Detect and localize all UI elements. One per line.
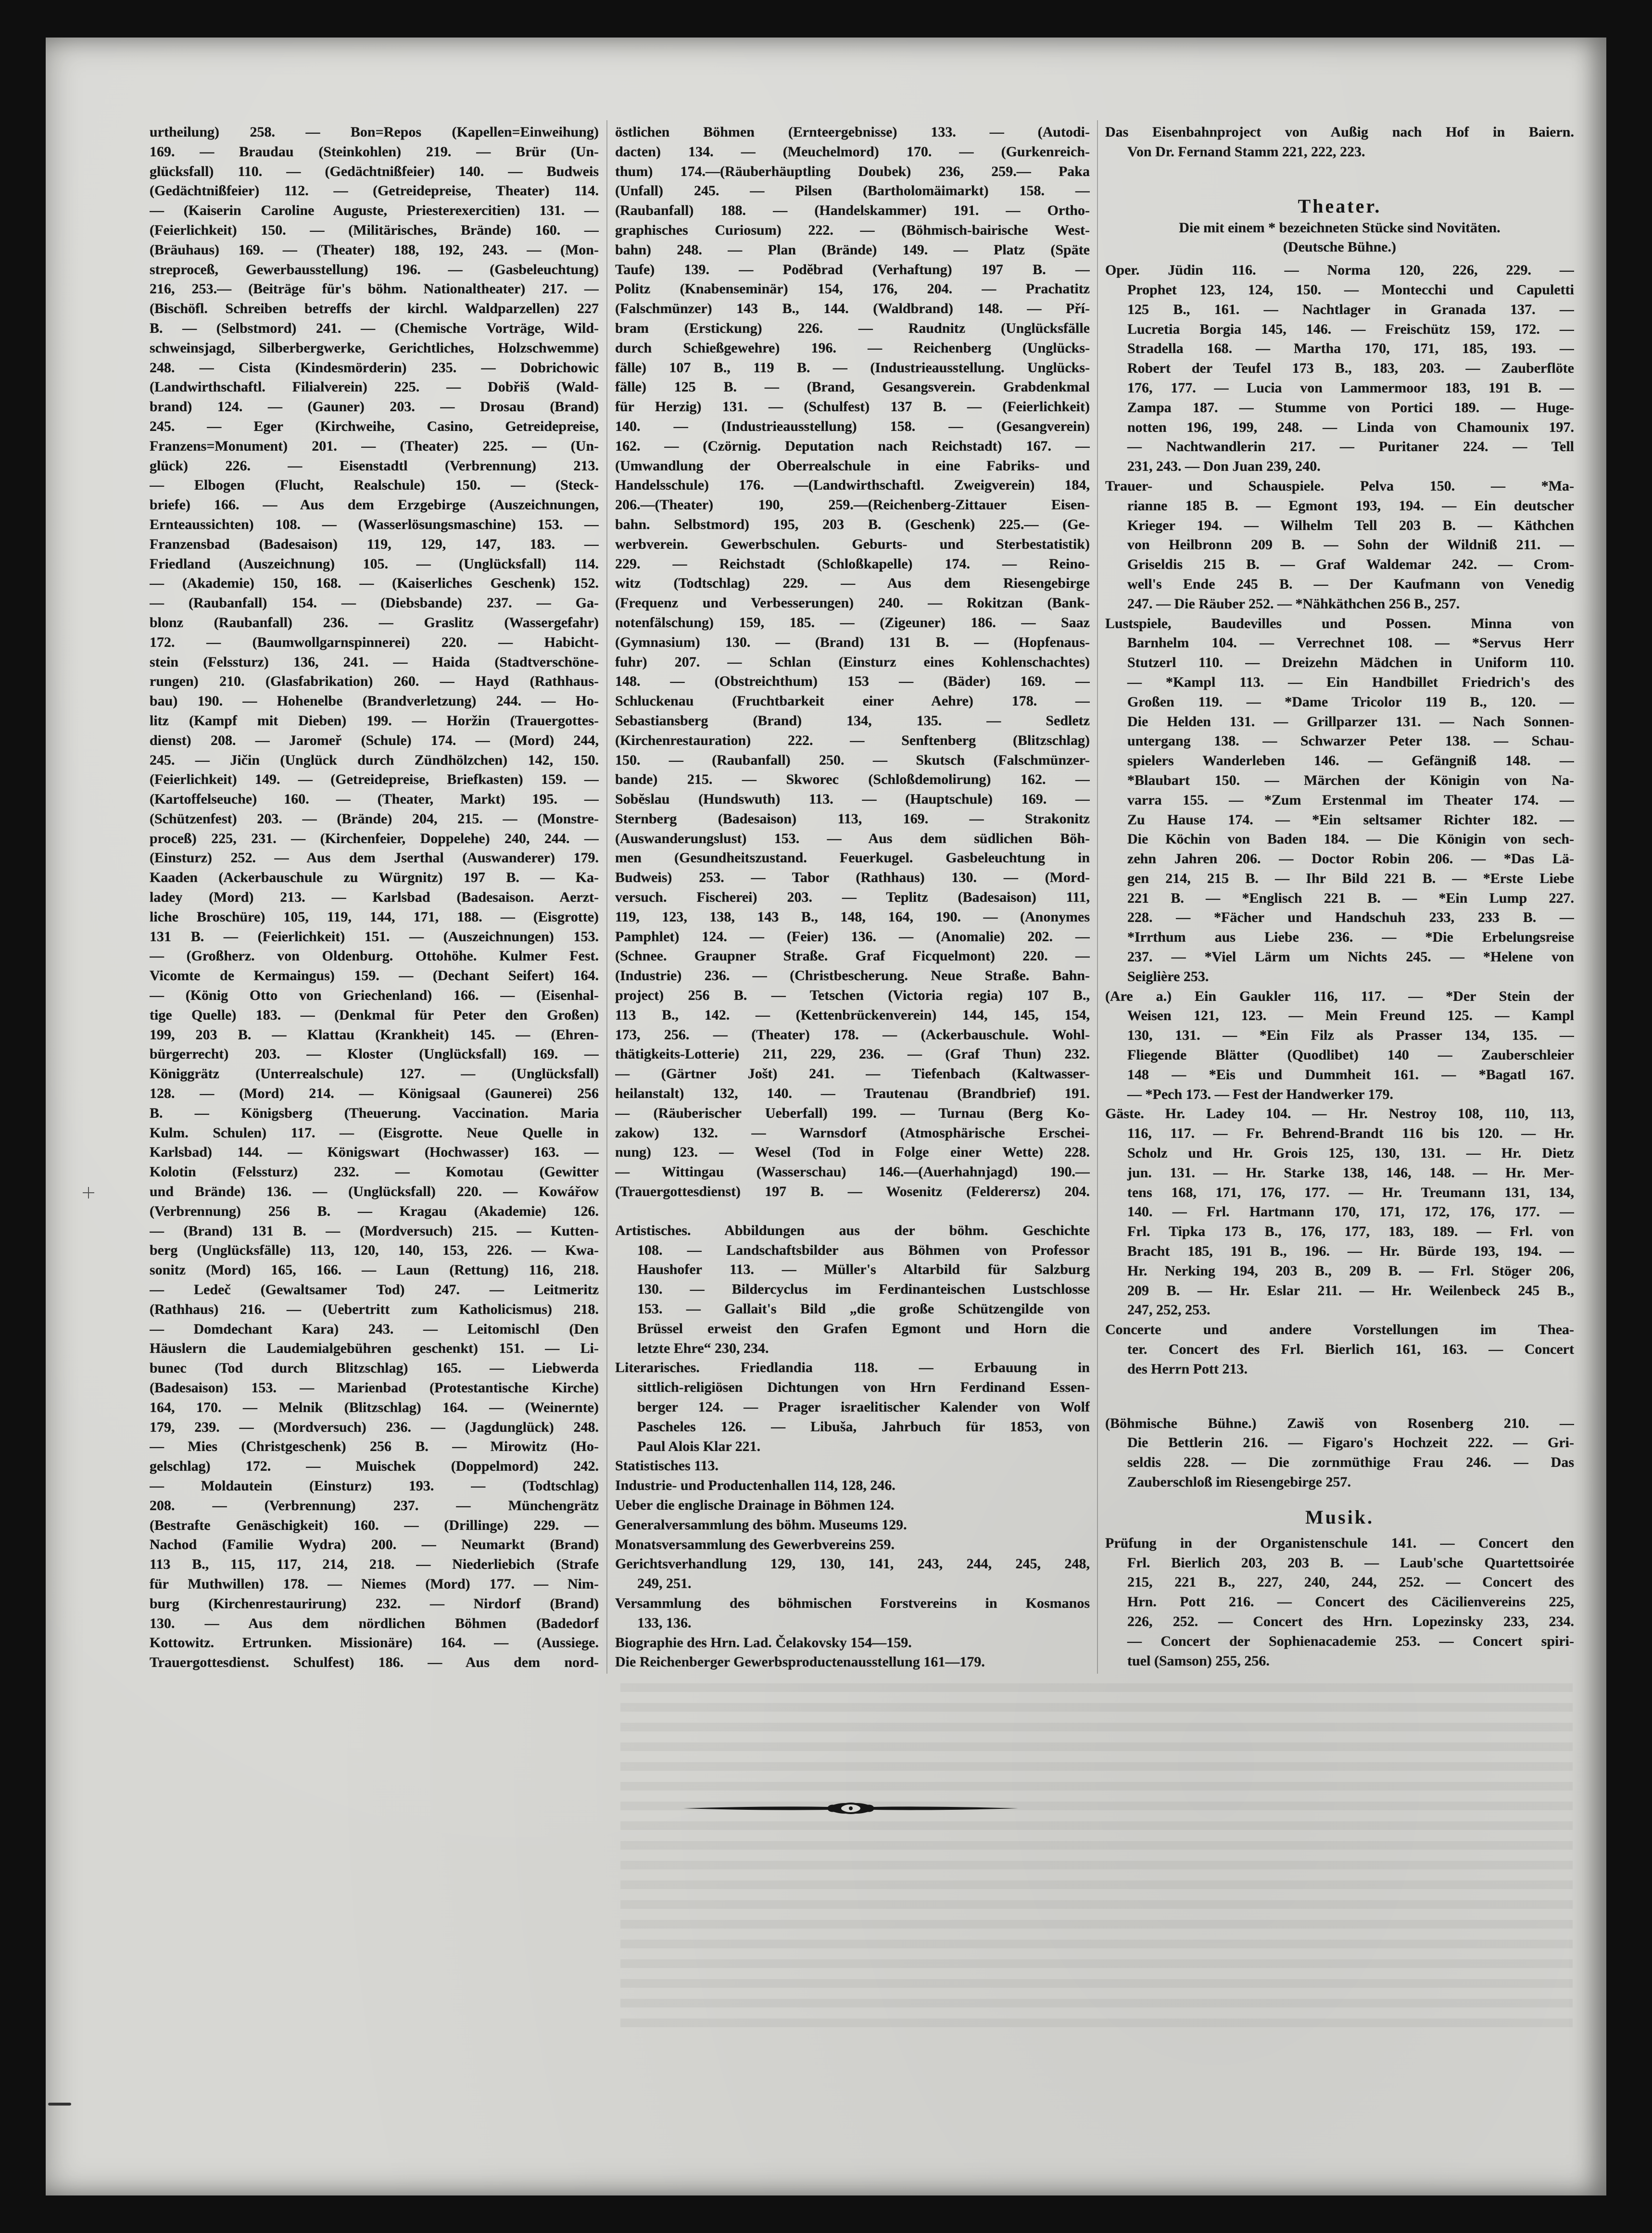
text-line: Zampa 187. — Stumme von Portici 189. — Huge- — [1127, 399, 1574, 416]
text-line: — (Gärtner Jošt) 241. — Tiefenbach (Kaltwasser- — [615, 1066, 1090, 1082]
text-line: Hrn. Pott 216. — Concert des Cäcilienvereins 225, — [1127, 1594, 1574, 1610]
place-index-end — [615, 123, 1090, 1202]
text-line: (Schützenfest) 203. — (Brände) 204, 215. — (Monstre- — [150, 810, 599, 827]
oper-section — [1105, 261, 1574, 477]
scan-mark-icon — [48, 2103, 71, 2106]
text-line: 116, 117. — Fr. Behrend-Brandt 116 bis 120. — Hr. — [1127, 1125, 1574, 1142]
biographie-entry — [615, 1633, 1090, 1653]
text-line: brand) 124. — (Gauner) 203. — Drosau (Brand) — [150, 399, 599, 415]
text-line: des Herrn Pott 213. — [1127, 1361, 1248, 1377]
boehmische-buehne-section — [1105, 1414, 1574, 1492]
text-line: — (Kaiserin Caroline Auguste, Priesterexercitien) 131. — — [150, 202, 599, 219]
text-line: Statistisches 113. — [615, 1458, 719, 1474]
monatsversammlung-entry — [615, 1535, 1090, 1555]
text-line: von Heilbronn 209 B. — Sohn der Wildniß 211. — — [1127, 537, 1574, 553]
text-line: 208. — (Verbrennung) 237. — Münchengrätz — [150, 1497, 599, 1514]
text-line: notten 196, 199, 248. — Linda von Chamounix 197. — [1127, 419, 1574, 435]
text-line: 133, 136. — [637, 1615, 692, 1631]
text-line: fuhr) 207. — Schlan (Einsturz eines Kohlenschachtes) — [615, 654, 1090, 670]
text-line: Handelsschule) 176. —(Landwirthschaftl. Zweigverein) 184, — [615, 477, 1090, 493]
text-line: Paul Alois Klar 221. — [637, 1438, 761, 1454]
text-line: dienst) 208. — Jaromeř (Schule) 174. — (Mord) 244, — [150, 732, 599, 748]
text-line: für Herzig) 131. — (Schulfest) 137 B. — (Feierlichkeit) — [615, 399, 1090, 415]
text-line: bram (Erstickung) 226. — Raudnitz (Unglücksfälle — [615, 320, 1090, 336]
text-line: Stradella 168. — Martha 170, 171, 185, 193. — — [1127, 341, 1574, 357]
text-line: *Blaubart 150. — Märchen der Königin von Na- — [1127, 772, 1574, 788]
text-line: 231, 243. — Don Juan 239, 240. — [1127, 458, 1321, 475]
musik-section — [1105, 1534, 1574, 1671]
text-line: Sobĕslau (Hundswuth) 113. — (Hauptschule) 169. — — [615, 791, 1090, 807]
text-line: stein (Felssturz) 136, 241. — Haida (Stadtverschöne- — [150, 654, 599, 670]
gerichtsverhandlung-entry — [615, 1554, 1090, 1594]
text-line: (Feierlichkeit) 150. — (Militärisches, Brände) 160. — — [150, 222, 599, 238]
text-line: Weisen 121, 123. — Mein Freund 125. — Kampl — [1127, 1008, 1574, 1024]
text-line: Scholz und Hr. Grois 125, 130, 131. — Hr. Dietz — [1127, 1145, 1574, 1161]
text-line: glück) 226. — Eisenstadtl (Verbrennung) 213. — [150, 457, 599, 474]
text-line: men (Gesundheitszustand. Feuerkugel. Gasbeleuchtung in — [615, 850, 1090, 866]
text-line: Die Köchin von Baden 184. — Die Königin von sech- — [1127, 831, 1574, 847]
text-line: (Trauergottesdienst) 197 B. — Wosenitz (Felderersz) 204. — [615, 1184, 1090, 1200]
text-line: (Gymnasium) 130. — (Brand) 131 B. — (Hopfenaus- — [615, 634, 1090, 650]
text-line: 179, 239. — (Mordversuch) 236. — (Jagdunglück) 248. — [150, 1419, 599, 1435]
text-line: 245. — Eger (Kirchweihe, Casino, Getreidepreise, — [150, 418, 599, 434]
text-line: (Falschmünzer) 143 B., 144. (Waldbrand) 148. — Pří- — [615, 301, 1090, 317]
text-line: sittlich-religiösen Dichtungen von Hrn Ferdinand Essen- — [637, 1379, 1090, 1396]
text-line: (Bräuhaus) 169. — (Theater) 188, 192, 243. — (Mon- — [150, 241, 599, 258]
text-line: 130. — Aus dem nördlichen Böhmen (Badedorf — [150, 1615, 599, 1631]
text-line: Gäste. Hr. Ladey 104. — Hr. Nestroy 108, 110, 113, — [1105, 1106, 1574, 1122]
text-line: Monatsversammlung des Gewerbvereins 259. — [615, 1536, 895, 1552]
text-line: (Kirchenrestauration) 222. — Senftenberg (Blitzschlag) — [615, 732, 1090, 748]
text-line: 226, 252. — Concert des Hrn. Lopezinsky 233, 234. — [1127, 1613, 1574, 1629]
text-line: (Auswanderungslust) 153. — Aus dem südlichen Böh- — [615, 830, 1090, 846]
text-line: Bracht 185, 191 B., 196. — Hr. Bürde 193, 194. — — [1127, 1243, 1574, 1260]
text-line: — (Großherz. von Oldenburg. Ottohöhe. Kulmer Fest. — [150, 948, 599, 964]
text-line: (Industrie) 236. — (Christbescherung. Neue Straße. Bahn- — [615, 968, 1090, 984]
industrie-entry — [615, 1476, 1090, 1496]
text-line: östlichen Böhmen (Ernteergebnisse) 133. — (Autodi- — [615, 124, 1090, 140]
text-line: seldis 228. — Die zornmüthige Frau 246. — Das — [1127, 1454, 1574, 1471]
text-line: well's Ende 245 B. — Der Kaufmann von Venedig — [1127, 576, 1574, 592]
text-line: Prüfung in der Organistenschule 141. — Concert den — [1105, 1535, 1574, 1551]
text-line: 247. — Die Räuber 252. — *Nähkäthchen 256 B., 257. — [1127, 595, 1460, 612]
trauer-schauspiele-section — [1105, 477, 1574, 614]
text-line: 215, 221 B., 227, 240, 244, 252. — Concert des — [1127, 1574, 1574, 1590]
text-line: 206.—(Theater) 190, 259.—(Reichenberg-Zittauer Eisen- — [615, 497, 1090, 513]
text-line: Vicomte de Kermaingus) 159. — (Dechant Seifert) 164. — [150, 968, 599, 984]
text-line: Königgrätz (Unterrealschule) 127. — (Unglücksfall) — [150, 1066, 599, 1082]
text-line: 216, 253.— (Beiträge für's böhm. Nationaltheater) 217. — — [150, 281, 599, 297]
text-line: 113 B., 115, 117, 214, 218. — Niederliebich (Strafe — [150, 1556, 599, 1573]
text-line: — Wittingau (Wasserschau) 146.—(Auerhahnjagd) 190.— — [615, 1164, 1090, 1180]
text-line: Kaaden (Ackerbauschule zu Würgnitz) 197 B. — Ka- — [150, 870, 599, 886]
text-line: Die Bettlerin 216. — Figaro's Hochzeit 222. — Gri- — [1127, 1435, 1574, 1451]
text-line: (Umwandlung der Oberrealschule in eine Fabriks- und — [615, 457, 1090, 474]
text-line: Lustspiele, Baudevilles und Possen. Minna von — [1105, 615, 1574, 631]
text-line: Ernteaussichten) 108. — (Wasserlösungsmaschine) 153. — — [150, 516, 599, 532]
forstverein-entry — [615, 1594, 1090, 1633]
text-line: 153. — Gallait's Bild „die große Schützengilde von — [637, 1301, 1090, 1317]
lustspiele-section — [1105, 614, 1574, 987]
text-line: Franzensbad (Badesaison) 119, 129, 147, 183. — — [150, 536, 599, 552]
text-line: B. — Königsberg (Theuerung. Vaccination. Maria — [150, 1105, 599, 1121]
text-line: bahn. Selbstmord) 195, 203 B. (Geschenk) 225.— (Ge- — [615, 516, 1090, 532]
text-line: (Kartoffelseuche) 160. — (Theater, Markt) 195. — — [150, 791, 599, 807]
text-line: thätigkeits-Lotterie) 211, 229, 236. — (Graf Thun) 232. — [615, 1046, 1090, 1062]
literarisches-section — [615, 1358, 1090, 1456]
text-line: Karlsbad) 144. — Königswart (Hochwasser) 163. — — [150, 1144, 599, 1161]
text-line: nung) 123. — Wesel (Tod in Folge einer Wette) 228. — [615, 1144, 1090, 1161]
text-line: (Einsturz) 252. — Aus dem Jserthal (Auswanderer) 179. — [150, 850, 599, 866]
text-line: Barnhelm 104. — Verrechnet 108. — *Servus Herr — [1127, 635, 1574, 651]
text-line: — Nachtwandlerin 217. — Puritaner 224. — Tell — [1127, 439, 1574, 455]
text-line: Oper. Jüdin 116. — Norma 120, 226, 229. — — [1105, 262, 1574, 278]
are-section — [1105, 987, 1574, 1105]
text-line: und Brände) 136. — (Unglücksfall) 220. — Kowářow — [150, 1184, 599, 1200]
text-line: Großen 119. — *Dame Tricolor 119 B., 120. — — [1127, 694, 1574, 710]
text-line: 130, 131. — *Ein Filz als Prasser 134, 135. — — [1127, 1027, 1574, 1044]
text-line: tuel (Samson) 255, 256. — [1127, 1653, 1270, 1669]
text-line: Artistisches. Abbildungen aus der böhm. Geschichte — [615, 1222, 1090, 1238]
text-line: 131 B. — (Feierlichkeit) 151. — (Auszeichnungen) 153. — [150, 928, 599, 945]
text-line: 113 B., 142. — (Kettenbrückenverein) 144, 145, 154, — [615, 1007, 1090, 1023]
text-line: litz (Kampf mit Dieben) 199. — Horžin (Trauergottes- — [150, 712, 599, 729]
text-line: (Schnee. Graupner Straße. Graf Ficquelmont) 220. — — [615, 948, 1090, 964]
text-line: (Verbrennung) 256 B. — Kragau (Akademie) 126. — [150, 1203, 599, 1219]
text-line: letzte Ehre“ 230, 234. — [637, 1340, 769, 1356]
left-column — [150, 123, 599, 1673]
text-line: jun. 131. — Hr. Starke 138, 146, 148. — Hr. Mer- — [1127, 1164, 1574, 1181]
musik-heading: Musik. — [1305, 1506, 1374, 1528]
text-line: Politz (Knabenseminär) 154, 176, 204. — Prachatitz — [615, 281, 1090, 297]
text-line: dacten) 134. — (Meuchelmord) 170. — (Gurkenreich- — [615, 143, 1090, 160]
text-line: — (König Otto von Griechenland) 166. — (Eisenhal- — [150, 987, 599, 1004]
text-line: schweinsjagd, Silberbergwerke, Gerichtliches, Holzschwemme) — [150, 340, 599, 356]
text-line: Ueber die englische Drainage in Böhmen 124. — [615, 1497, 895, 1513]
text-line: Kottowitz. Ertrunken. Missionäre) 164. — (Aussiege. — [150, 1635, 599, 1651]
text-line: (Badesaison) 153. — Marienbad (Protestantische Kirche) — [150, 1380, 599, 1396]
text-line: — *Pech 173. — Fest der Handwerker 179. — [1127, 1086, 1393, 1102]
text-line: notenfälschung) 159, 185. — (Zigeuner) 186. — Saaz — [615, 614, 1090, 631]
text-line: liche Broschüre) 105, 119, 144, 171, 188. — (Eisgrotte) — [150, 908, 599, 925]
text-line: 249, 251. — [637, 1576, 692, 1592]
text-line: Prophet 123, 124, 150. — Montecchi und Capuletti — [1127, 281, 1574, 298]
text-line: fälle) 125 B. — (Brand, Gesangsverein. Grabdenkmal — [615, 379, 1090, 395]
text-line: (Unfall) 245. — Pilsen (Bartholomäimarkt) 158. — — [615, 183, 1090, 199]
text-line: blonz (Raubanfall) 236. — Graslitz (Wassergefahr) — [150, 614, 599, 631]
text-line: (Böhmische Bühne.) Zawiš von Rosenberg 210. — — [1105, 1415, 1574, 1431]
text-line: Frl. Tipka 173 B., 176, 177, 183, 189. — Frl. von — [1127, 1224, 1574, 1240]
text-line: varra 155. — *Zum Erstenmal im Theater 174. — — [1127, 792, 1574, 808]
text-line: *Irrthum aus Liebe 236. — *Die Erbelungsreise — [1127, 929, 1574, 946]
text-line: — Domdechant Kara) 243. — Leitomischl (Den — [150, 1321, 599, 1337]
text-line: glücksfall) 110. — (Gedächtnißfeier) 140. — Budweis — [150, 163, 599, 179]
text-line: — Moldautein (Einsturz) 193. — (Todtschlag) — [150, 1477, 599, 1494]
text-line: durch Schießgewehre) 196. — Reichenberg (Unglücks- — [615, 340, 1090, 356]
statistisches-entry — [615, 1456, 1090, 1476]
bleed-through-texture — [620, 1683, 1573, 2030]
text-line: bunec (Tod durch Blitzschlag) 165. — Liebwerda — [150, 1360, 599, 1376]
text-line: 128. — (Mord) 214. — Königsaal (Gaunerei) 256 — [150, 1085, 599, 1102]
text-line: Fliegende Blätter (Quodlibet) 140 — Zauberschleier — [1127, 1047, 1574, 1063]
text-line: ladey (Mord) 213. — Karlsbad (Badesaison. Aerzt- — [150, 889, 599, 906]
text-line: 108. — Landschaftsbilder aus Böhmen von Professor — [637, 1242, 1090, 1258]
text-line: zehn Jahren 206. — Doctor Robin 206. — *Das Lä- — [1127, 851, 1574, 867]
text-line: 125 B., 161. — Nachtlager in Granada 137. — — [1127, 301, 1574, 317]
ornamental-rule-icon — [683, 1796, 1018, 1820]
text-line: bau) 190. — Hohenelbe (Brandverletzung) 244. — Ho- — [150, 693, 599, 709]
text-line: tige Quelle) 183. — (Denkmal für Peter den Großen) — [150, 1007, 599, 1023]
text-line: Schluckenau (Fruchtbarkeit einer Aehre) 178. — — [615, 693, 1090, 709]
text-line: 169. — Braudau (Steinkohlen) 219. — Brür (Un- — [150, 143, 599, 160]
text-line: — Ledeč (Gewaltsamer Tod) 247. — Leitmeritz — [150, 1282, 599, 1298]
text-line: heilanstalt) 132, 140. — Trautenau (Brandbrief) 191. — [615, 1085, 1090, 1102]
text-line: Industrie- und Productenhallen 114, 128, 246. — [615, 1477, 895, 1494]
text-line: Versammlung des böhmischen Forstvereins in Kosmanos — [615, 1595, 1090, 1611]
text-line: versuch. Fischerei) 203. — Teplitz (Badesaison) 111, — [615, 889, 1090, 906]
text-line: — (Brand) 131 B. — (Mordversuch) 215. — Kutten- — [150, 1223, 599, 1239]
text-line: Hr. Nerking 194, 203 B., 209 B. — Frl. Stöger 206, — [1127, 1262, 1574, 1279]
text-line: Lucretia Borgia 145, 146. — Freischütz 159, 172. — — [1127, 321, 1574, 337]
eisenbahn-entry — [1105, 123, 1574, 162]
text-line: (Are a.) Ein Gaukler 116, 117. — *Der Stein der — [1105, 988, 1574, 1004]
text-line: thum) 174.—(Räuberhäuptling Doubek) 236, 259.— Paka — [615, 163, 1090, 179]
text-line: 221 B. — *Englisch 221 B. — *Ein Lump 227. — [1127, 890, 1574, 906]
text-line: (Bestrafte Genäschigkeit) 160. — (Drillinge) 229. — — [150, 1517, 599, 1533]
text-line: Sebastiansberg (Brand) 134, 135. — Sedletz — [615, 712, 1090, 729]
gaeste-section — [1105, 1104, 1574, 1320]
text-line: Gerichtsverhandlung 129, 130, 141, 243, 244, 245, 248, — [615, 1556, 1090, 1572]
text-line: burg (Kirchenrestaurirung) 232. — Nirdorf (Brand) — [150, 1595, 599, 1612]
text-line: Sternberg (Badesaison) 113, 169. — Strakonitz — [615, 810, 1090, 827]
text-line: Griseldis 215 B. — Graf Waldemar 242. — Crom- — [1127, 556, 1574, 573]
text-line: — Concert der Sophienacademie 253. — Concert spiri- — [1127, 1633, 1574, 1649]
text-line: Brüssel erweist den Grafen Egmont und Horn die — [637, 1320, 1090, 1337]
text-line: Franzens=Monument) 201. — (Theater) 225. — (Un- — [150, 438, 599, 454]
drainage-entry — [615, 1496, 1090, 1515]
text-line: 247, 252, 253. — [1127, 1302, 1211, 1318]
text-line: Biographie des Hrn. Lad. Čelakovsky 154—159. — [615, 1634, 912, 1651]
text-line: — (Räuberischer Ueberfall) 199. — Turnau (Berg Ko- — [615, 1105, 1090, 1121]
text-line: B. — (Selbstmord) 241. — (Chemische Vorträge, Wild- — [150, 320, 599, 336]
text-line: — Elbogen (Flucht, Realschule) 150. — (Steck- — [150, 477, 599, 493]
text-line: tens 168, 171, 176, 177. — Hr. Treumann 131, 134, — [1127, 1184, 1574, 1200]
text-line: 150. — (Raubanfall) 250. — Skutsch (Falschmünzer- — [615, 752, 1090, 768]
text-line: gelschlag) 172. — Muischek (Doppelmord) 242. — [150, 1458, 599, 1475]
text-line: briefe) 166. — Aus dem Erzgebirge (Auszeichnungen, — [150, 497, 599, 513]
text-line: bande) 215. — Skworec (Schloßdemolirung) 162. — — [615, 771, 1090, 788]
text-line: 140. — (Industrieausstellung) 158. — (Gesangverein) — [615, 418, 1090, 434]
text-line: streproceß, Gewerbausstellung) 196. — (Gasbeleuchtung) — [150, 261, 599, 278]
column-divider — [606, 120, 607, 1674]
text-line: 164, 170. — Melnik (Blitzschlag) 164. — (Weinernte) — [150, 1399, 599, 1415]
text-line: 229. — Reichstadt (Schloßkapelle) 174. — Reino- — [615, 555, 1090, 572]
text-line: Taufe) 139. — Podĕbrad (Verhaftung) 197 B. — — [615, 261, 1090, 278]
text-line: Trauergottesdienst. Schulfest) 186. — Aus dem nord- — [150, 1654, 599, 1671]
text-line: 245. — Jičin (Unglück durch Zündhölzchen) 142, 150. — [150, 752, 599, 768]
text-line: Friedland (Auszeichnung) 105. — (Unglücksfall) 114. — [150, 555, 599, 572]
text-line: Die Reichenberger Gewerbsproductenausstellung 161—179. — [615, 1654, 985, 1670]
text-line: Pascheles 126. — Libuša, Jahrbuch für 1853, von — [637, 1418, 1090, 1435]
column-divider — [1097, 120, 1098, 1674]
text-line: Das Eisenbahnproject von Außig nach Hof in Baiern. — [1105, 124, 1574, 140]
text-line: Seiglière 253. — [1127, 968, 1209, 984]
text-line: (Frequenz und Verbesserungen) 240. — Rokitzan (Bank- — [615, 595, 1090, 611]
text-line: Generalversammlung des böhm. Museums 129. — [615, 1516, 907, 1533]
text-line: 148 — *Eis und Dummheit 161. — *Bagatl 167. — [1127, 1066, 1574, 1083]
text-line: Von Dr. Fernand Stamm 221, 222, 223. — [1127, 143, 1365, 160]
text-line: Die Helden 131. — Grillparzer 131. — Nach Sonnen- — [1127, 713, 1574, 730]
text-line: urtheilung) 258. — Bon=Repos (Kapellen=Einweihung) — [150, 124, 599, 140]
text-line: (Rathhaus) 216. — (Uebertritt zum Katholicismus) 218. — [150, 1301, 599, 1317]
deutsche-buehne-subheading: (Deutsche Bühne.) — [1283, 239, 1396, 255]
text-line: 172. — (Baumwollgarnspinnerei) 220. — Habicht- — [150, 634, 599, 650]
place-index-continued — [150, 123, 599, 1673]
text-line: Häuslern die Laudemialgebühren geschenkt) 151. — Li- — [150, 1340, 599, 1357]
concerte-section — [1105, 1320, 1574, 1379]
text-line: werbverein. Gewerbschulen. Geburts- und Sterbestatistik) — [615, 536, 1090, 552]
theater-note: Die mit einem * bezeichneten Stücke sind Novitäten. — [1179, 219, 1501, 236]
text-line: proceß) 225, 231. — (Kirchenfeier, Doppelehe) 240, 244. — — [150, 830, 599, 846]
text-line: 119, 123, 138, 143 B., 148, 164, 190. — (Anonymes — [615, 908, 1090, 925]
text-line: fälle) 107 B., 119 B. — (Industrieausstellung. Unglücks- — [615, 359, 1090, 376]
registration-mark-icon — [83, 1187, 94, 1199]
text-line: 130. — Bildercyclus im Ferdinanteischen Lustschlosse — [637, 1281, 1090, 1298]
generalversammlung-entry — [615, 1515, 1090, 1535]
text-line: (Raubanfall) 188. — (Handelskammer) 191. — Ortho- — [615, 202, 1090, 219]
text-line: Krieger 194. — Wilhelm Tell 203 B. — Käthchen — [1127, 517, 1574, 533]
text-line: Trauer- und Schauspiele. Pelva 150. — *Ma- — [1105, 478, 1574, 494]
text-line: graphisches Curiosum) 222. — (Böhmisch-bairische West- — [615, 222, 1090, 238]
text-line: ter. Concert des Frl. Bierlich 161, 163. — Concert — [1127, 1341, 1574, 1358]
text-line: bahn) 248. — Plan (Brände) 149. — Platz (Späte — [615, 241, 1090, 258]
text-line: 173, 256. — (Theater) 178. — (Ackerbauschule. Wohl- — [615, 1026, 1090, 1043]
text-line: für Muthwillen) 178. — Niemes (Mord) 177. — Nim- — [150, 1576, 599, 1592]
text-line: (Feierlichkeit) 149. — (Getreidepreise, Briefkasten) 159. — — [150, 771, 599, 788]
text-line: Concerte und andere Vorstellungen im Thea- — [1105, 1322, 1574, 1338]
middle-column — [615, 123, 1090, 1672]
text-line: Literarisches. Friedlandia 118. — Erbauung in — [615, 1360, 1090, 1376]
text-line: 176, 177. — Lucia von Lammermoor 183, 191 B. — — [1127, 379, 1574, 396]
text-line: berger 124. — Prager israelitischer Kalender von Wolf — [637, 1399, 1090, 1415]
text-line: — *Kampl 113. — Ein Handbillet Friedrich's des — [1127, 674, 1574, 690]
text-line: Budweis) 253. — Tabor (Rathhaus) 130. — (Mord- — [615, 870, 1090, 886]
text-line: (Landwirthschaftl. Filialverein) 225. — Dobřiš (Wald- — [150, 379, 599, 395]
text-line: Frl. Bierlich 203, 203 B. — Laub'sche Quartettsoirée — [1127, 1554, 1574, 1571]
text-line: sonitz (Mord) 165, 166. — Laun (Rettung) 116, 218. — [150, 1262, 599, 1278]
text-line: 140. — Frl. Hartmann 170, 171, 172, 176, 177. — — [1127, 1204, 1574, 1220]
text-line: witz (Todtschlag) 229. — Aus dem Riesengebirge — [615, 575, 1090, 592]
text-line: 162. — (Czörnig. Deputation nach Reichstadt) 167. — — [615, 438, 1090, 454]
right-column — [1105, 123, 1574, 1671]
text-line: spielers Wanderleben 146. — Gefängniß 148. — — [1127, 753, 1574, 769]
text-line: Zauberschloß im Riesengebirge 257. — [1127, 1474, 1351, 1490]
artistisches-section — [615, 1221, 1090, 1359]
text-line: rungen) 210. (Glasfabrikation) 260. — Hayd (Rathhaus- — [150, 673, 599, 690]
text-line: Kulm. Schulen) 117. — (Eisgrotte. Neue Quelle in — [150, 1124, 599, 1141]
text-line: zakow) 132. — Warnsdorf (Atmosphärische Erschei- — [615, 1124, 1090, 1141]
text-line: — Mies (Christgeschenk) 256 B. — Mirowitz (Ho- — [150, 1438, 599, 1455]
text-line: Nachod (Familie Wydra) 200. — Neumarkt (Brand) — [150, 1537, 599, 1553]
text-line: Robert der Teufel 173 B., 183, 203. — Zauberflöte — [1127, 360, 1574, 377]
text-line: project) 256 B. — Tetschen (Victoria regia) 107 B., — [615, 987, 1090, 1004]
text-line: 228. — *Fächer und Handschuh 233, 233 B. — — [1127, 909, 1574, 926]
text-line: — (Akademie) 150, 168. — (Kaiserliches Geschenk) 152. — [150, 575, 599, 592]
text-line: rianne 185 B. — Egmont 193, 194. — Ein deutscher — [1127, 497, 1574, 514]
theater-heading: Theater. — [1298, 195, 1382, 217]
text-line: (Gedächtnißfeier) 112. — (Getreidepreise, Theater) 114. — [150, 183, 599, 199]
text-line: Haushofer 113. — Müller's Altarbild für Salzburg — [637, 1262, 1090, 1278]
ausstellung-entry — [615, 1653, 1090, 1672]
text-line: berg (Unglücksfälle) 113, 120, 140, 153, 226. — Kwa- — [150, 1242, 599, 1259]
text-line: bürgerrecht) 203. — Kloster (Unglücksfall) 169. — — [150, 1046, 599, 1062]
text-line: Pamphlet) 124. — (Feier) 136. — (Anomalie) 202. — — [615, 928, 1090, 945]
text-line: Stutzerl 110. — Dreizehn Mädchen in Uniform 110. — [1127, 655, 1574, 671]
text-line: untergang 138. — Schwarzer Peter 138. — Schau- — [1127, 733, 1574, 749]
text-line: 148. — (Obstreichthum) 153 — (Bäder) 169. — — [615, 673, 1090, 690]
text-line: (Bischöfl. Schreiben betreffs der kirchl. Waldparzellen) 227 — [150, 301, 599, 317]
text-line: 209 B. — Hr. Eslar 211. — Hr. Weilenbeck 245 B., — [1127, 1282, 1574, 1299]
text-line: — (Raubanfall) 154. — (Diebsbande) 237. — Ga- — [150, 595, 599, 611]
text-line: gen 214, 215 B. — Ihr Bild 221 B. — *Erste Liebe — [1127, 870, 1574, 886]
text-line: Kolotin (Felssturz) 232. — Komotau (Gewitter — [150, 1164, 599, 1180]
text-line: Zu Hause 174. — *Ein seltsamer Richter 182. — — [1127, 811, 1574, 828]
text-line: 248. — Cista (Kindesmörderin) 235. — Dobrichowic — [150, 359, 599, 376]
text-line: 237. — *Viel Lärm um Nichts 245. — *Helene von — [1127, 949, 1574, 965]
text-line: 199, 203 B. — Klattau (Krankheit) 145. — (Ehren- — [150, 1026, 599, 1043]
